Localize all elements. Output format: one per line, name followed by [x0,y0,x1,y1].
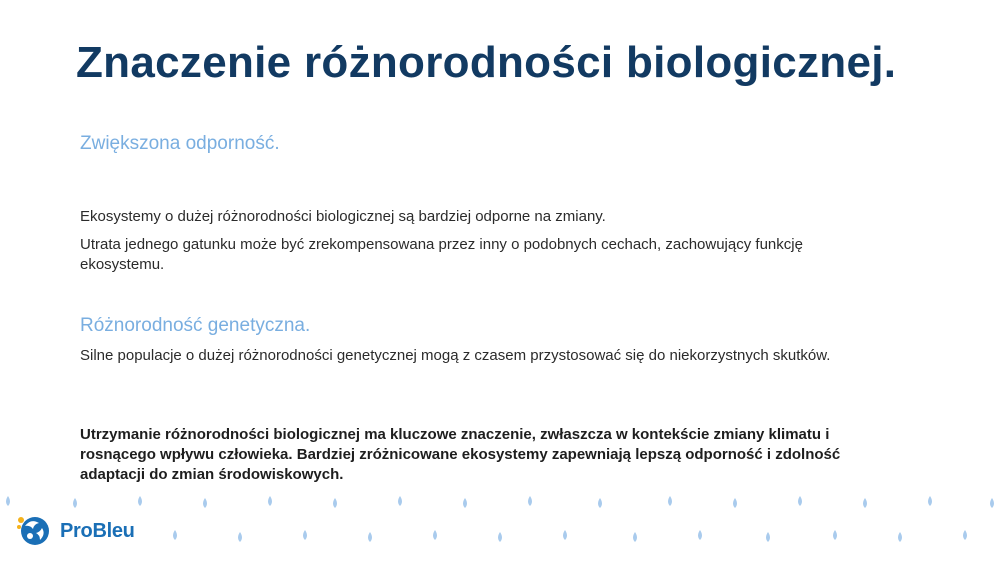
water-drop-pattern [0,490,1000,550]
probleu-logo [16,514,135,548]
probleu-logo-text: ProBleu [60,519,135,542]
section-heading-genetic-diversity: Różnorodność genetyczna. [80,315,311,336]
slide-title: Znaczenie różnorodności biologicznej. [76,38,897,87]
probleu-logo-icon [16,514,54,548]
paragraph-genetic-diversity: Silne populacje o dużej różnorodności genetycznej mogą z czasem przystosować się do niekorzystnych skutków. [80,347,831,364]
summary-paragraph: Utrzymanie różnorodności biologicznej ma kluczowe znaczenie, zwłaszcza w kontekście zmiany klimatu i rosnącego wpływu człowieka. Bardziej zróżnicowane ekosystemy zapewniają lepszą odporność i zdolność adaptacji do zmian środowiskowych. [80,426,841,483]
paragraph-resilience-2: Utrata jednego gatunku może być zrekompensowana przez inny o podobnych cechach, zachowujący funkcję ekosystemu. [80,236,803,273]
paragraph-resilience-1: Ekosystemy o dużej różnorodności biologicznej są bardziej odporne na zmiany. [80,208,606,225]
section-heading-resilience: Zwiększona odporność. [80,133,280,154]
